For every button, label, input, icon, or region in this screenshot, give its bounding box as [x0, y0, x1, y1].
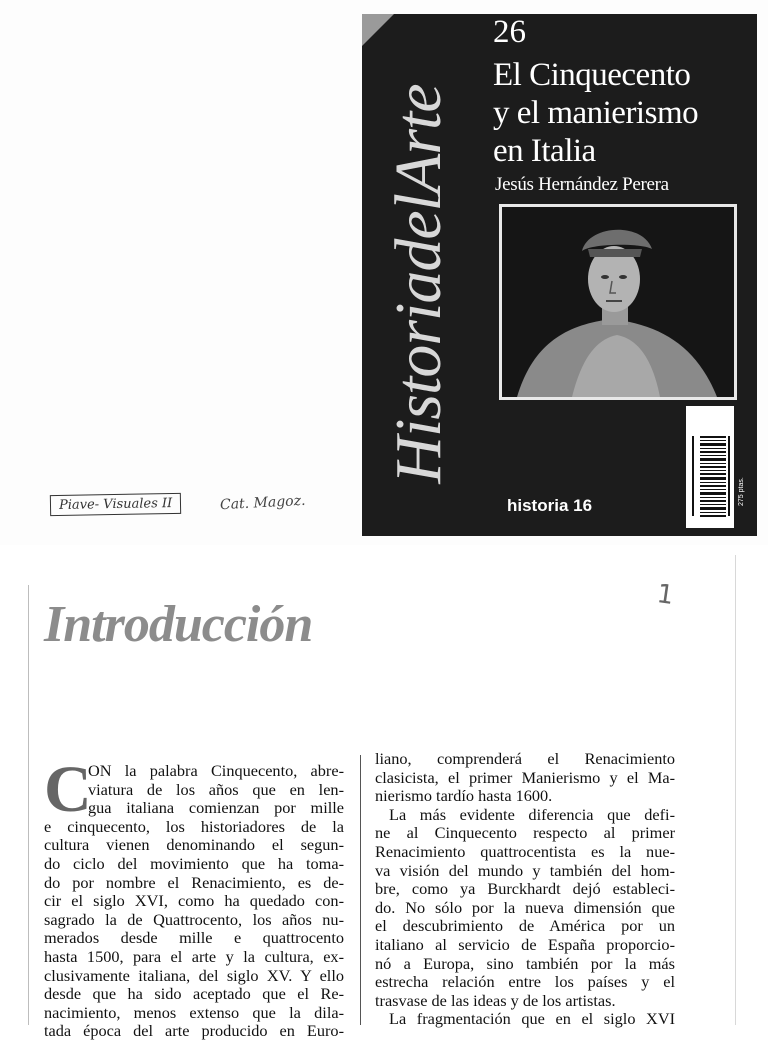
text-column-right [375, 750, 675, 1029]
book-title-line: y el manierismo [493, 95, 699, 131]
text-line: do ciclo del movimiento que ha toma- [44, 853, 344, 873]
volume-number: 26 [493, 14, 526, 50]
handwritten-boxed-note: Piave- Visuales II [50, 493, 182, 516]
text-line: nó a Europa, sino también por la más [375, 953, 675, 973]
book-author: Jesús Hernández Perera [495, 174, 669, 195]
text-line: La fragmentación que en el siglo XVI [389, 1009, 675, 1029]
text-line: ne al Cinquecento respecto al primer [375, 823, 675, 843]
publisher-logo: historia 16 [507, 496, 593, 515]
cover-corner [362, 14, 394, 46]
text-line: italiano al servicio de España proporcio- [375, 934, 675, 954]
book-title-line: El Cinquecento [493, 57, 691, 93]
section-heading: Introducción [44, 596, 313, 653]
text-line: do por nombre el Renacimiento, es de- [44, 872, 344, 892]
page-edge-left [28, 585, 29, 1025]
handwritten-note: Cat. Magoz. [219, 492, 306, 514]
text-line: nacimiento, menos extenso que la dila- [44, 1002, 344, 1022]
drop-cap: C [44, 753, 92, 826]
text-line: viatura de los años que en len- [88, 779, 344, 799]
text-line: e cinquecento, los historiadores de la [44, 816, 344, 836]
text-line: clusivamente italiana, del siglo XV. Y ello [44, 965, 344, 985]
text-line: do. No sólo por la nueva dimensión que [375, 897, 675, 917]
text-line: trasvase de las ideas y de los artistas. [375, 990, 616, 1010]
text-line: clasicista, el primer Manierismo y el Ma- [375, 767, 675, 787]
text-line: cultura vienen denominando el segun- [44, 835, 344, 855]
text-line: tada época del arte producido en Euro- [44, 1021, 344, 1041]
text-line: estrecha relación entre los países y el [375, 972, 675, 992]
series-title: HistoriadelArte [382, 84, 455, 484]
barcode [686, 406, 734, 528]
price-mark: 275 ptas. [738, 477, 745, 506]
cover-portrait [499, 204, 737, 400]
barcode-graphic [686, 406, 734, 528]
text-scan-page [0, 545, 768, 1041]
text-column-left [44, 753, 344, 1041]
book-cover [362, 14, 757, 536]
book-title [493, 56, 753, 170]
text-line: La más evidente diferencia que defi- [389, 804, 675, 824]
portrait-illustration [502, 207, 734, 397]
text-line: nierismo tardío hasta 1600. [375, 786, 553, 806]
text-line: el descubrimiento de América por un [375, 916, 675, 936]
column-divider [360, 755, 361, 1025]
text-line: va visión del mundo y también del hom- [375, 860, 675, 880]
text-line: cir el siglo XVI, como ha quedado con- [44, 891, 344, 911]
text-line: ON la palabra Cinquecento, abre- [88, 761, 344, 780]
text-line: sagrado la de Quattrocento, los años nu- [44, 909, 344, 929]
text-line: liano, comprenderá el Renacimiento [375, 749, 675, 768]
book-title-line: en Italia [493, 133, 596, 169]
text-line: hasta 1500, para el arte y la cultura, ex- [44, 946, 344, 966]
page-edge-right [735, 555, 736, 1025]
handwritten-page-number: 1 [654, 578, 676, 612]
text-line: merados desde mille e quattrocento [44, 928, 344, 948]
text-line: Renacimiento quattrocentista es la nue- [375, 841, 675, 861]
text-line: gua italiana comienzan por mille [88, 798, 344, 818]
text-line: bre, como ya Burckhardt dejó estableci- [375, 879, 675, 899]
text-line: desde que ha sido aceptado que el Re- [44, 984, 344, 1004]
